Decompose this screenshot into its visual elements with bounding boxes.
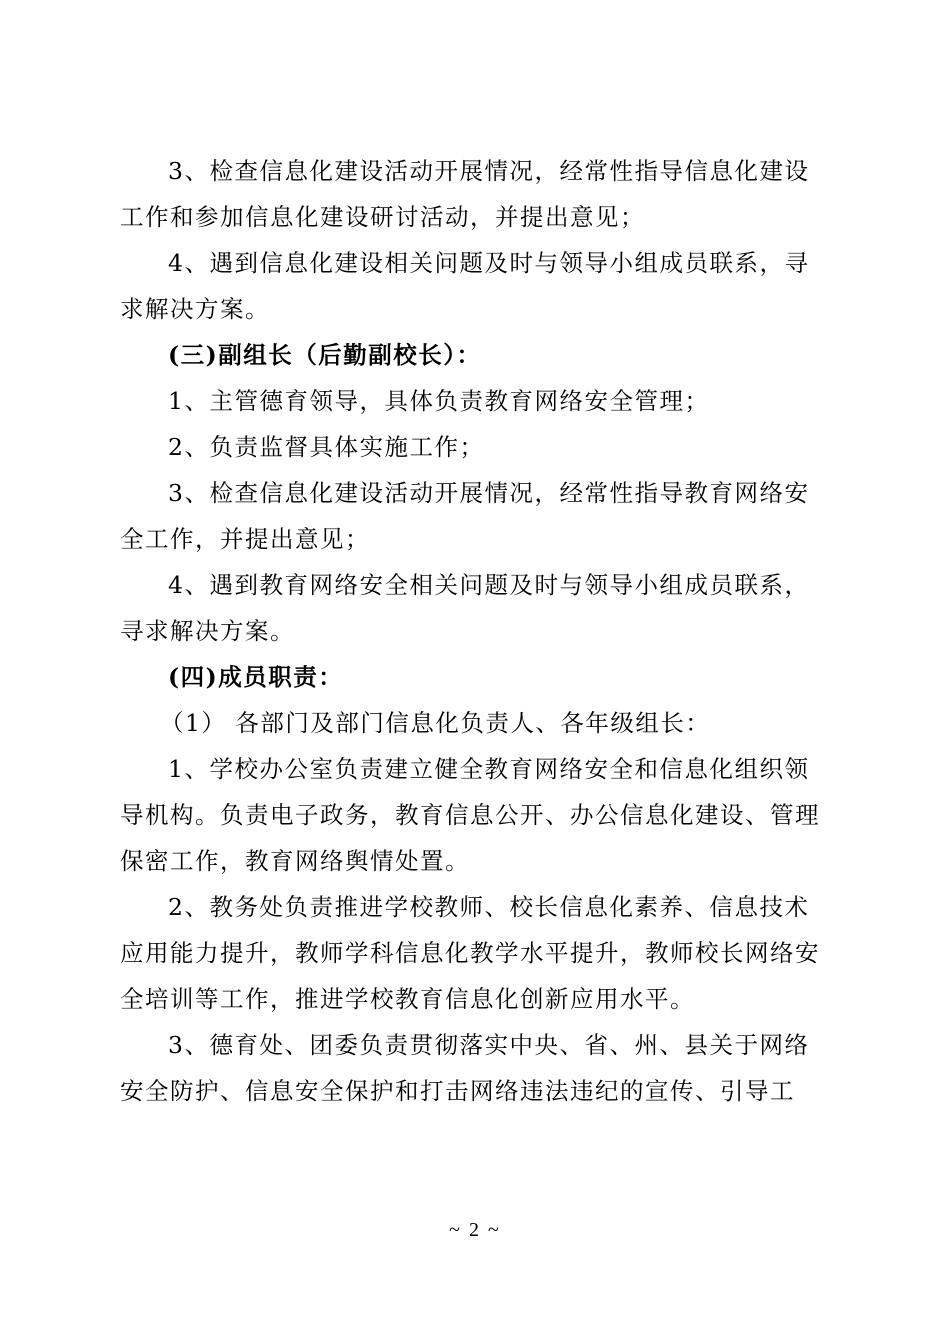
text-line: 2、教务处负责推进学校教师、校长信息化素养、信息技术: [168, 893, 810, 921]
paragraph: [120, 378, 832, 424]
section-heading: [120, 332, 832, 378]
text-line: 全工作，并提出意见；: [120, 525, 370, 553]
text-line: 3、检查信息化建设活动开展情况，经常性指导教育网络安: [168, 479, 810, 507]
text-line: 3、德育处、团委负责贯彻落实中央、省、州、县关于网络: [168, 1031, 810, 1059]
paragraph: [120, 562, 832, 654]
text-line: 工作和参加信息化建设研讨活动，并提出意见；: [120, 203, 645, 231]
text-line: （1） 各部门及部门信息化负责人、各年级组长：: [160, 709, 711, 737]
paragraph: [120, 470, 832, 562]
text-line: 3、检查信息化建设活动开展情况，经常性指导信息化建设: [168, 157, 810, 185]
text-line: 全培训等工作，推进学校教育信息化创新应用水平。: [120, 985, 695, 1013]
paragraph: [120, 746, 832, 884]
paragraph: [120, 148, 832, 240]
page-number: ~ 2 ~: [449, 1219, 501, 1241]
text-line: 4、遇到教育网络安全相关问题及时与领导小组成员联系，: [168, 571, 810, 599]
text-line: 1、主管德育领导，具体负责教育网络安全管理；: [168, 387, 710, 415]
text-line: 导机构。负责电子政务，教育信息公开、办公信息化建设、管理: [120, 801, 820, 829]
section-heading: [120, 654, 832, 700]
paragraph: [120, 424, 832, 470]
text-line: 2、负责监督具体实施工作；: [168, 433, 485, 461]
text-line: 1、学校办公室负责建立健全教育网络安全和信息化组织领: [168, 755, 810, 783]
text-line: (四)成员职责：: [168, 663, 344, 691]
text-line: 求解决方案。: [120, 295, 270, 323]
paragraph: [120, 884, 832, 1022]
document-body: [120, 148, 832, 1114]
text-line: 寻求解决方案。: [120, 617, 295, 645]
text-line: (三)副组长（后勤副校长）：: [168, 341, 482, 369]
text-line: 保密工作，教育网络舆情处置。: [120, 847, 470, 875]
text-line: 4、遇到信息化建设相关问题及时与领导小组成员联系，寻: [168, 249, 810, 277]
subsection-label: [120, 700, 832, 746]
paragraph: [120, 1022, 832, 1114]
text-line: 应用能力提升，教师学科信息化教学水平提升，教师校长网络安: [120, 939, 820, 967]
text-line: 安全防护、信息安全保护和打击网络违法违纪的宣传、引导工: [120, 1077, 795, 1105]
paragraph: [120, 240, 832, 332]
